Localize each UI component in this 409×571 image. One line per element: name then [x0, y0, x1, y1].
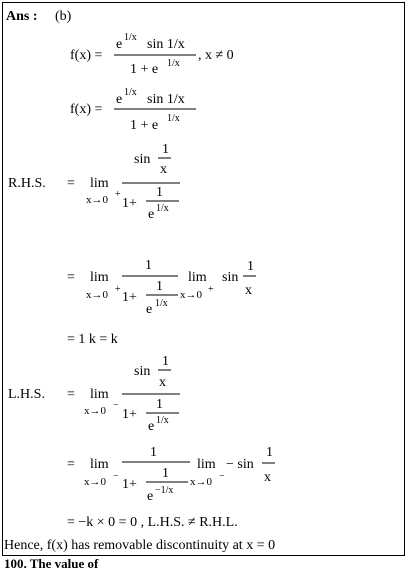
conclusion-text: Hence, f(x) has removable discontinuity at x = 0: [4, 538, 276, 553]
lhs-eq: =: [67, 387, 75, 402]
rhs-step-sin-one: 1: [247, 259, 254, 274]
rhs-num-x: x: [160, 162, 167, 177]
lhs-step-den-e: e: [147, 489, 154, 504]
rhs-eq: =: [67, 176, 75, 191]
lhs-lim: lim: [90, 387, 109, 402]
restate-num-e: e: [116, 92, 123, 107]
lhs-step-neg-sin: − sin: [226, 457, 254, 472]
definition-den-exp: 1/x: [167, 58, 180, 69]
lhs-den-oneplus: 1+: [122, 407, 137, 422]
lhs-step-lim-sub: x→0: [84, 476, 106, 488]
rhs-den-one: 1: [156, 185, 163, 200]
lhs-den-e: e: [148, 419, 155, 434]
rhs-step-eq: =: [67, 270, 75, 285]
rhs-num-sin: sin: [134, 152, 151, 167]
restate-den-exp: 1/x: [167, 113, 180, 124]
rhs-lim-sub: x→0: [86, 194, 108, 206]
rhs-result: = 1 k = k: [67, 332, 118, 347]
lhs-step-sin-x: x: [264, 470, 271, 485]
rhs-step-lim-sub: x→0: [86, 289, 108, 301]
definition-fx: f(x) =: [70, 48, 103, 63]
lhs-step-lim2: lim: [197, 457, 216, 472]
restate-num-exp: 1/x: [124, 87, 137, 98]
lhs-num-one: 1: [162, 354, 169, 369]
rhs-lim-sign: +: [115, 189, 121, 200]
lhs-step-num-one: 1: [150, 445, 157, 460]
next-question-heading: 100. The value of: [4, 556, 99, 571]
lhs-num-x: x: [159, 375, 166, 390]
lhs-step-lim: lim: [90, 457, 109, 472]
rhs-den-oneplus: 1+: [122, 196, 137, 211]
lhs-num-sin: sin: [134, 364, 151, 379]
rhs-num-one: 1: [162, 142, 169, 157]
lhs-lim-sub: x→0: [84, 405, 106, 417]
lhs-step-eq: =: [67, 457, 75, 472]
rhs-step-lim-sign: +: [115, 284, 121, 295]
rhs-step-sin: sin: [222, 270, 239, 285]
rhs-step-lim2: lim: [188, 270, 207, 285]
definition-condition: , x ≠ 0: [198, 48, 234, 63]
lhs-step-lim-sign: −: [113, 471, 119, 482]
rhs-step-sin-x: x: [245, 283, 252, 298]
rhs-den-e: e: [148, 207, 155, 222]
rhs-step-lim2-sign: +: [208, 284, 214, 295]
rhs-den-exp: 1/x: [156, 203, 169, 214]
lhs-step-lim2-sign: −: [219, 471, 225, 482]
definition-num-sin: sin 1/x: [147, 37, 185, 52]
rhs-step-lim2-sub: x→0: [180, 289, 202, 301]
rhs-step-den-oneplus: 1+: [122, 290, 137, 305]
answer-label: Ans :: [6, 9, 38, 24]
lhs-step-den-oneplus: 1+: [122, 477, 137, 492]
lhs-step-den-exp: −1/x: [155, 485, 174, 496]
rhs-label: R.H.S.: [8, 176, 46, 191]
lhs-result: = −k × 0 = 0 , L.H.S. ≠ R.H.L.: [67, 515, 238, 530]
rhs-lim: lim: [90, 176, 109, 191]
rhs-step-lim: lim: [90, 270, 109, 285]
restate-den: 1 + e: [130, 118, 159, 133]
lhs-step-den-one: 1: [162, 466, 169, 481]
restate-fx: f(x) =: [70, 102, 103, 117]
rhs-step-den-one: 1: [156, 279, 163, 294]
answer-choice: (b): [55, 9, 72, 24]
lhs-lim-sign: −: [113, 400, 119, 411]
rhs-step-den-e: e: [146, 302, 153, 317]
rhs-step-den-exp: 1/x: [155, 298, 168, 309]
definition-num-exp: 1/x: [124, 32, 137, 43]
definition-num-e: e: [116, 37, 123, 52]
lhs-step-lim2-sub: x→0: [190, 476, 212, 488]
definition-den: 1 + e: [130, 62, 159, 77]
lhs-step-sin-one: 1: [266, 445, 273, 460]
lhs-label: L.H.S.: [8, 387, 45, 402]
restate-num-sin: sin 1/x: [147, 92, 185, 107]
lhs-den-one: 1: [156, 397, 163, 412]
rhs-step-num-one: 1: [145, 258, 152, 273]
lhs-den-exp: 1/x: [156, 415, 169, 426]
